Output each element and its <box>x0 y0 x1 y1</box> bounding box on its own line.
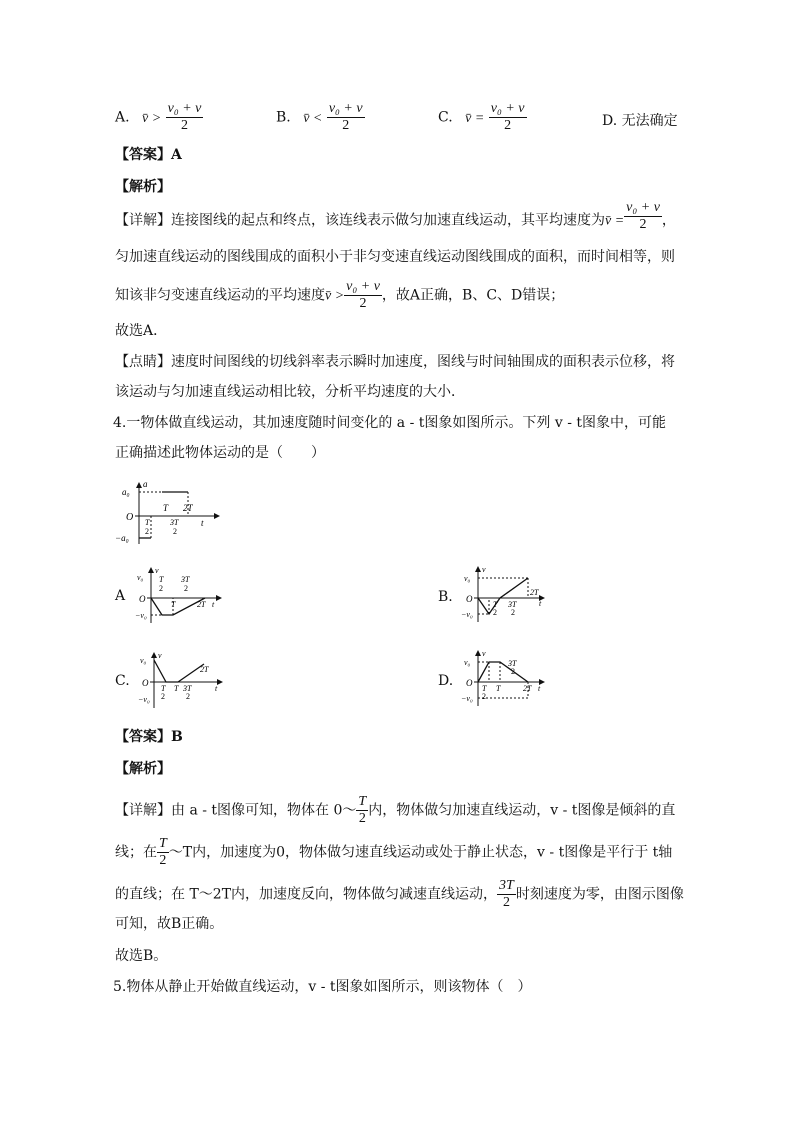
option-d: D. 无法确定 <box>602 113 678 129</box>
svg-text:T: T <box>482 684 487 693</box>
svg-text:T: T <box>161 684 166 693</box>
svg-text:T: T <box>496 684 501 693</box>
option-c-relation: v̄ = <box>465 110 485 126</box>
svg-text:2: 2 <box>161 692 165 701</box>
svg-text:2T: 2T <box>200 665 209 674</box>
svg-text:v: v <box>482 565 486 574</box>
option-c-label-q4: C. <box>115 673 130 689</box>
tick-neg-a0: −a₀ <box>115 533 129 543</box>
svg-text:O: O <box>466 678 473 688</box>
option-a-vt-graph <box>135 565 225 625</box>
svg-text:T: T <box>493 600 498 609</box>
option-b <box>276 101 365 134</box>
svg-text:2: 2 <box>511 608 515 617</box>
tick-a0: a₀ <box>122 487 130 497</box>
stem-q4-line1: 4.一物体做直线运动，其加速度随时间变化的 a - t图象如图所示。下列 v - t图象中，可能 <box>113 415 667 431</box>
svg-text:O: O <box>466 594 473 604</box>
svg-text:2: 2 <box>186 692 190 701</box>
svg-text:v: v <box>482 649 486 658</box>
option-a-label: A. <box>115 109 130 126</box>
origin-label: O <box>126 512 134 523</box>
svg-text:−v₀: −v₀ <box>461 610 473 619</box>
svg-text:3T: 3T <box>508 659 517 668</box>
detail-q3-line3: 知该非匀变速直线运动的平均速度v̄ > $\frac{\text{v₀ + v}}{2}$ ，故A正确，B、C、D错误； <box>115 279 565 311</box>
svg-text:v₀: v₀ <box>464 658 471 667</box>
tick-T-half-num: T <box>145 518 150 527</box>
stem-q5: 5.物体从静止开始做直线运动，v - t图象如图所示，则该物体（ ） <box>113 979 532 995</box>
svg-text:v: v <box>155 566 159 575</box>
svg-text:−v₀: −v₀ <box>135 611 147 620</box>
option-c-fraction: $\frac{\text{v₀ + v}}{2}$ <box>490 101 525 133</box>
svg-text:−v₀: −v₀ <box>461 694 473 703</box>
svg-text:3T: 3T <box>508 600 517 609</box>
tick-3T-half-num: 3T <box>170 518 179 527</box>
svg-text:2T: 2T <box>530 588 539 597</box>
option-a-label-q4: A <box>115 588 126 604</box>
analysis-heading-q3: 【解析】 <box>115 179 171 195</box>
option-b-fraction: $\frac{\text{v₀ + v}}{2}$ <box>328 101 363 133</box>
option-a-relation: v̄ > <box>142 110 162 126</box>
tick-T: T <box>163 503 169 513</box>
analysis-heading-q4: 【解析】 <box>115 761 171 777</box>
option-a-fraction: $\frac{\text{v₀ + v}}{2}$ <box>167 101 202 133</box>
axis-label-t: t <box>201 518 204 528</box>
tick-2T: 2T <box>183 503 193 513</box>
svg-text:O: O <box>142 678 149 688</box>
detail-q3-line2: 匀加速直线运动的图线围成的面积小于非匀变速直线运动图线围成的面积，而时间相等，则 <box>115 249 675 265</box>
svg-text:t: t <box>212 600 215 609</box>
option-a <box>115 101 203 139</box>
svg-text:2: 2 <box>159 584 163 593</box>
comment-q3-line1: 【点睛】速度时间图线的切线斜率表示瞬时加速度，图线与时间轴围成的面积表示位移，将 <box>115 354 675 370</box>
option-b-label-q4: B. <box>438 589 453 605</box>
option-b-label: B. <box>276 109 291 126</box>
svg-text:2: 2 <box>493 608 497 617</box>
option-d-vt-graph <box>460 648 550 708</box>
svg-text:2: 2 <box>482 692 486 701</box>
svg-text:T: T <box>171 600 176 609</box>
choose-q4: 故选B。 <box>115 948 168 964</box>
option-c <box>438 101 527 134</box>
svg-text:v₀: v₀ <box>140 656 147 665</box>
svg-text:2T: 2T <box>197 600 206 609</box>
svg-text:v₀: v₀ <box>137 573 144 582</box>
detail-q3-line1: 【详解】连接图线的起点和终点，该连线表示做匀加速直线运动，其平均速度为v̄ = $\frac{\text{v₀ + v}}{2}$ ， <box>115 200 676 232</box>
svg-text:2T: 2T <box>523 684 532 693</box>
svg-text:3T: 3T <box>181 575 190 584</box>
svg-text:−v₀: −v₀ <box>138 695 150 704</box>
stem-q4-line2: 正确描述此物体运动的是（ ） <box>115 445 325 461</box>
a-t-graph <box>115 478 225 546</box>
detail-q4-line1: 【详解】由 a - t图像可知，物体在 0～ $\frac{T}{2}$ 内，物体做匀加速直线运动，v - t图像是倾斜的直 <box>115 794 676 826</box>
svg-text:t: t <box>538 684 541 693</box>
tick-3T-half-den: 2 <box>173 527 177 536</box>
detail-q4-line4: 可知，故B正确。 <box>115 916 224 932</box>
option-d-label-q4: D. <box>438 673 454 689</box>
option-c-label: C. <box>438 109 453 126</box>
svg-text:T: T <box>159 575 164 584</box>
option-b-vt-graph <box>460 564 550 624</box>
svg-text:t: t <box>539 599 542 608</box>
comment-q3-line2: 该运动与匀加速直线运动相比较，分析平均速度的大小． <box>115 384 465 400</box>
answer-q3: 【答案】A <box>115 147 182 163</box>
tick-T-half-den: 2 <box>145 527 149 536</box>
svg-text:v: v <box>158 651 162 660</box>
svg-text:t: t <box>215 684 218 693</box>
option-b-relation: v̄ < <box>303 110 323 126</box>
axis-label-a: a <box>143 479 148 489</box>
svg-text:2: 2 <box>511 667 515 676</box>
svg-text:O: O <box>139 594 146 604</box>
choose-q3: 故选A． <box>115 323 168 339</box>
detail-q4-line2: 线；在 $\frac{T}{2}$ ～T内，加速度为0，物体做匀速直线运动或处于静止状态，v - t图像是平行于 t轴 <box>115 836 673 868</box>
detail-q4-line3: 的直线；在 T～2T内，加速度反向，物体做匀减速直线运动， $\frac{3T}{2}$ 时刻速度为零，由图示图像 <box>115 878 684 910</box>
option-c-vt-graph <box>138 650 228 710</box>
svg-text:T: T <box>174 684 179 693</box>
answer-q4: 【答案】B <box>115 729 183 745</box>
svg-text:2: 2 <box>184 584 188 593</box>
svg-text:3T: 3T <box>183 684 192 693</box>
svg-text:v₀: v₀ <box>464 574 471 583</box>
